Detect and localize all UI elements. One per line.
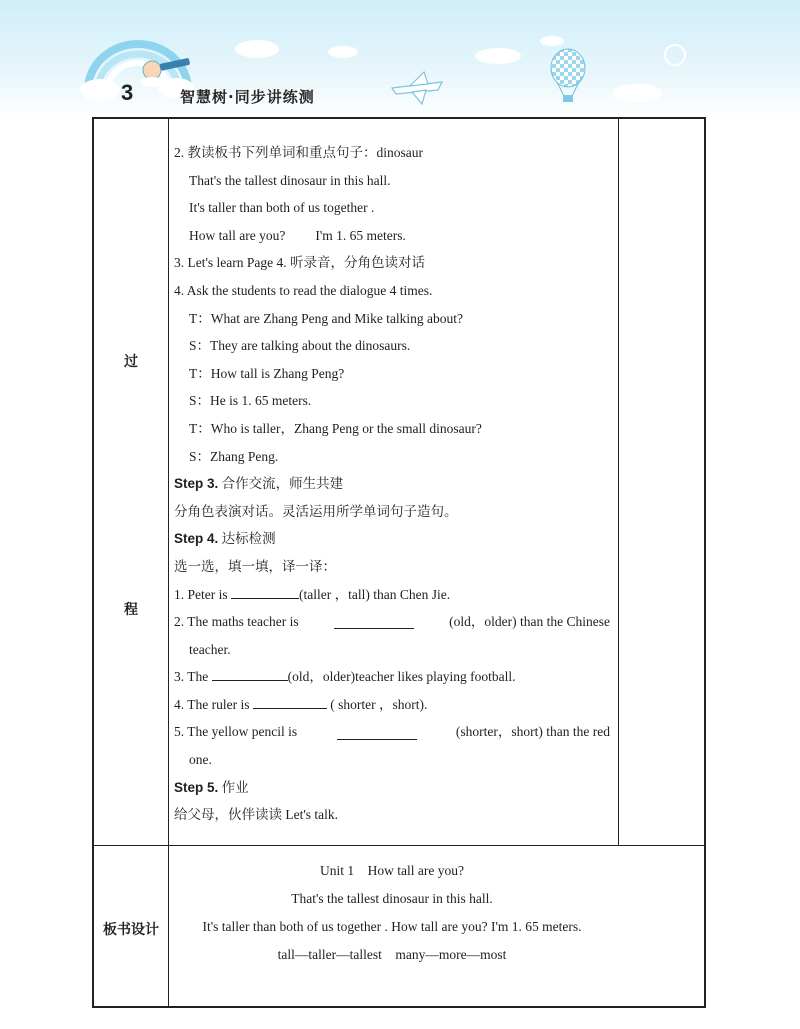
step-3-label: Step 3. xyxy=(174,476,219,492)
step-4-heading xyxy=(174,525,610,553)
answer-blank[interactable] xyxy=(334,614,414,629)
book-title: 智慧树·同步讲练测 xyxy=(180,88,315,106)
exercise-2-continued: teacher. xyxy=(189,641,231,657)
dialogue-line: T：What are Zhang Peng and Mike talking about? xyxy=(189,310,464,326)
exercise-text: (old，older)teacher likes playing football. xyxy=(287,669,516,685)
key-sentence xyxy=(174,222,610,250)
step-5-title: 作业 xyxy=(221,779,249,795)
answer-blank[interactable] xyxy=(231,584,299,599)
lesson-plan-table xyxy=(92,117,706,1008)
dialogue-line: T：How tall is Zhang Peng? xyxy=(189,365,345,381)
exercise-text: 5. The yellow pencil is xyxy=(174,724,298,740)
dialogue-line: S：They are talking about the dinosaurs. xyxy=(189,338,411,354)
exercise-1 xyxy=(174,581,610,609)
exercise-text: 2. The maths teacher is xyxy=(174,614,299,630)
key-sentence: That's the tallest dinosaur in this hall. xyxy=(189,172,391,188)
exercise-text: ( shorter ，short). xyxy=(330,696,428,712)
exercise-text: 3. The xyxy=(174,669,209,685)
exercise-5-continued: one. xyxy=(189,752,212,768)
cloud-decoration xyxy=(612,84,662,102)
child-telescope-icon xyxy=(136,54,196,88)
item-3: 3. Let's learn Page 4. 听录音，分角色读对话 xyxy=(174,255,426,271)
step-3-text: 分角色表演对话。灵活运用所学单词句子造句。 xyxy=(174,503,458,519)
row-divider xyxy=(94,845,704,846)
cloud-decoration xyxy=(540,36,564,46)
exercise-3 xyxy=(174,663,610,691)
item-4: 4. Ask the students to read the dialogue 4 times. xyxy=(174,282,433,298)
cloud-decoration xyxy=(328,46,358,58)
process-label-bottom: 程 xyxy=(124,602,138,618)
key-sentence: It's taller than both of us together . xyxy=(189,200,375,216)
step-5-label: Step 5. xyxy=(174,779,219,795)
exercise-text: (taller ，tall) than Chen Jie. xyxy=(299,586,451,602)
board-line: It's taller than both of us together . How tall are you? I'm 1. 65 meters. xyxy=(202,919,582,934)
header-banner xyxy=(0,0,800,118)
exercise-text: 4. The ruler is xyxy=(174,696,250,712)
exercise-2 xyxy=(174,608,610,636)
airplane-icon xyxy=(388,68,446,108)
homework-text: 给父母，伙伴读读 Let's talk. xyxy=(174,807,339,823)
board-line: tall—taller—tallest many—more—most xyxy=(277,947,507,962)
dialogue-line: S：Zhang Peng. xyxy=(189,448,279,464)
sun-ring-icon xyxy=(664,44,686,66)
exercise-intro: 选一选，填一填，译一译： xyxy=(174,558,336,574)
cloud-decoration xyxy=(475,48,521,64)
step-4-title: 达标检测 xyxy=(221,531,276,547)
board-title: Unit 1 How tall are you? xyxy=(320,863,464,878)
hot-air-balloon-icon xyxy=(548,48,588,106)
page-number: 3 xyxy=(121,80,134,105)
board-design-label: 板书设计 xyxy=(103,922,159,938)
step-4-label: Step 4. xyxy=(174,531,219,547)
exercise-5 xyxy=(174,718,610,746)
step-3-heading xyxy=(174,470,610,498)
key-sentence-question: How tall are you? xyxy=(189,227,286,243)
dialogue-line: T：Who is taller，Zhang Peng or the small dinosaur? xyxy=(189,420,482,436)
step-5-heading xyxy=(174,774,610,802)
answer-blank[interactable] xyxy=(337,725,417,740)
answer-blank[interactable] xyxy=(253,694,327,709)
board-design-content xyxy=(168,857,616,969)
cloud-decoration xyxy=(235,40,279,58)
exercise-4 xyxy=(174,691,610,719)
answer-blank[interactable] xyxy=(212,666,288,681)
dialogue-line: S：He is 1. 65 meters. xyxy=(189,393,312,409)
board-line: That's the tallest dinosaur in this hall. xyxy=(291,891,493,906)
exercise-text: 1. Peter is xyxy=(174,586,228,602)
exercise-text: (shorter，short) than the red xyxy=(455,724,610,740)
process-content xyxy=(174,139,610,829)
key-sentence-answer: I'm 1. 65 meters. xyxy=(315,227,406,243)
column-divider xyxy=(618,119,619,845)
process-label-top: 过 xyxy=(124,354,138,370)
exercise-text: (old，older) than the Chinese xyxy=(449,614,610,630)
step-3-title: 合作交流，师生共建 xyxy=(221,476,344,492)
item-2: 2. 教读板书下列单词和重点句子：dinosaur xyxy=(174,145,423,160)
